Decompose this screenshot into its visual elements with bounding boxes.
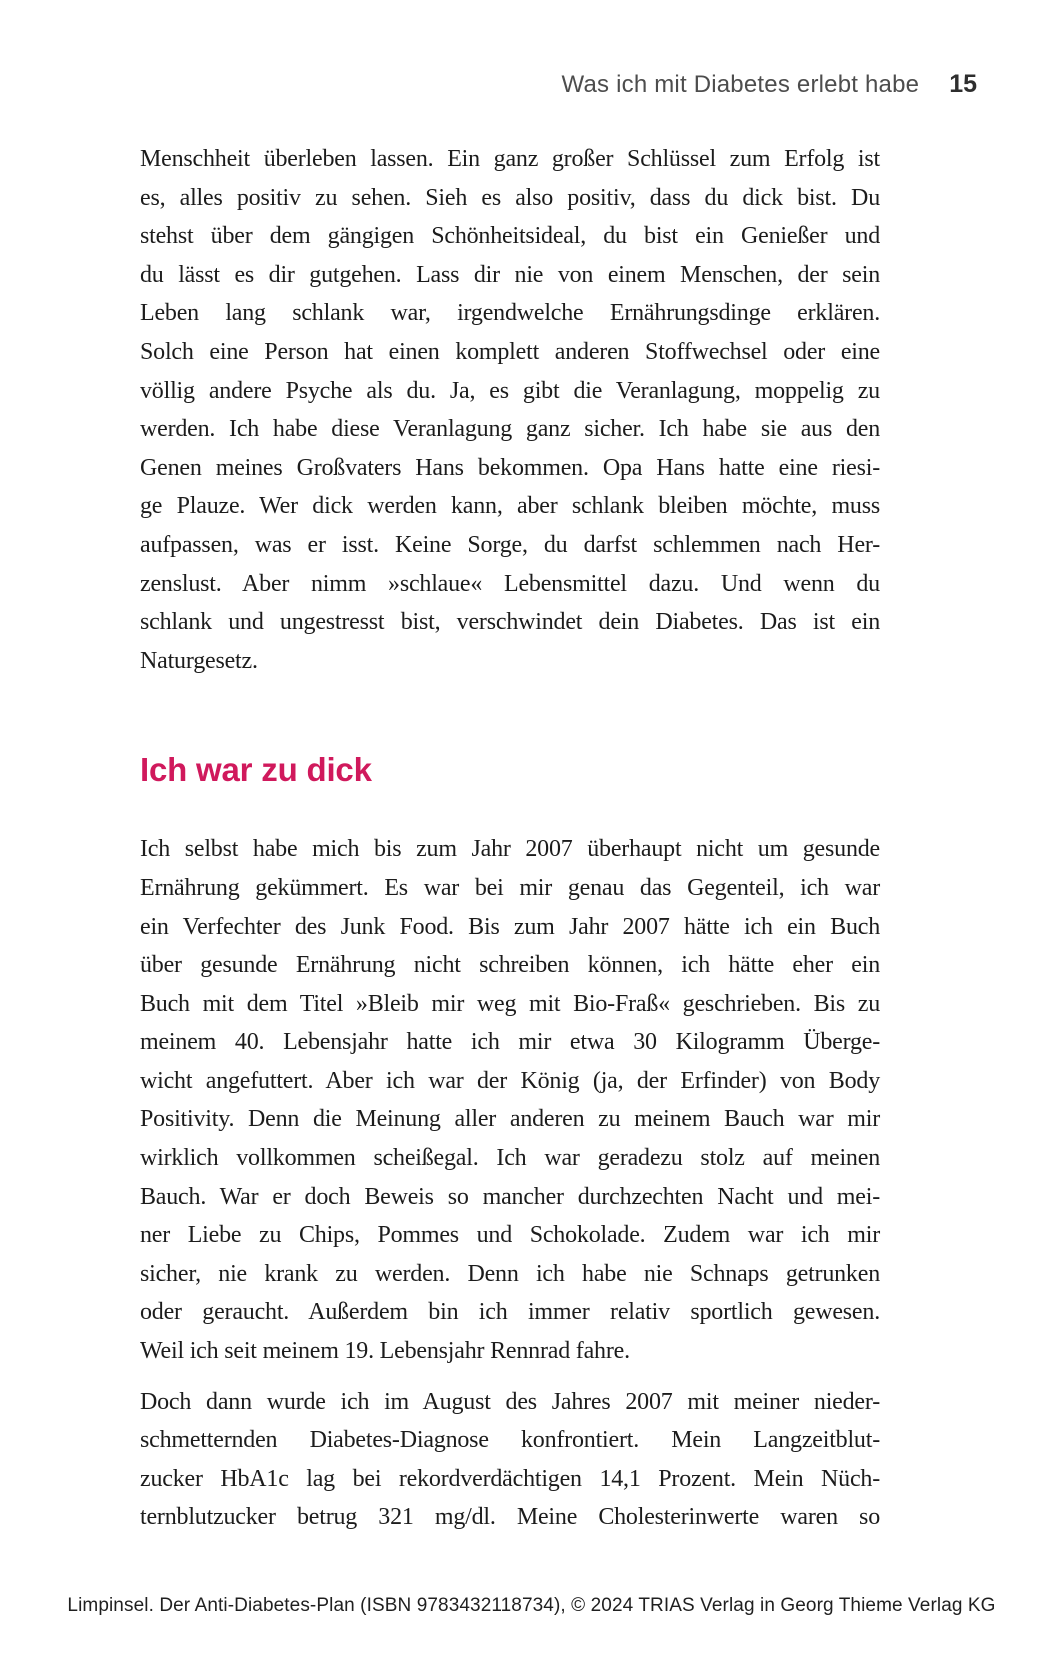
text-line: wicht angefuttert. Aber ich war der König (ja, der Erfinder) von Body: [140, 1067, 880, 1094]
text-line: Solch eine Person hat einen komplett anderen Stoffwechsel oder eine: [140, 338, 880, 365]
section-heading: Ich war zu dick: [140, 751, 372, 789]
text-line: aufpassen, was er isst. Keine Sorge, du darfst schlemmen nach Her-: [140, 531, 880, 558]
text-line: zenslust. Aber nimm »schlaue« Lebensmittel dazu. Und wenn du: [140, 570, 880, 597]
paragraph-ich-war-zu-dick-2: [140, 1383, 880, 1537]
text-line: stehst über dem gängigen Schönheitsideal, du bist ein Genießer und: [140, 223, 880, 250]
page-footer: [0, 1594, 1063, 1618]
text-line: Doch dann wurde ich im August des Jahres 2007 mit meiner nieder-: [140, 1388, 880, 1415]
text-line: es, alles positiv zu sehen. Sieh es also positiv, dass du dick bist. Du: [140, 184, 880, 211]
text-line: ein Verfechter des Junk Food. Bis zum Jahr 2007 hätte ich ein Buch: [140, 913, 880, 940]
text-line: wirklich vollkommen scheißegal. Ich war geradezu stolz auf meinen: [140, 1145, 880, 1172]
text-line: Ich selbst habe mich bis zum Jahr 2007 überhaupt nicht um gesunde: [140, 836, 880, 863]
text-line: sicher, nie krank zu werden. Denn ich habe nie Schnaps getrunken: [140, 1260, 880, 1287]
page-header: [562, 70, 977, 99]
text-line: oder geraucht. Außerdem bin ich immer relativ sportlich gewesen.: [140, 1299, 880, 1326]
text-line: du lässt es dir gutgehen. Lass dir nie von einem Menschen, der sein: [140, 261, 880, 288]
text-line: Ernährung gekümmert. Es war bei mir genau das Gegenteil, ich war: [140, 874, 880, 901]
text-line: schmetternden Diabetes-Diagnose konfrontiert. Mein Langzeitblut-: [140, 1427, 880, 1454]
text-line: Weil ich seit meinem 19. Lebensjahr Rennrad fahre.: [140, 1338, 630, 1365]
text-block: [140, 140, 880, 1537]
text-line: völlig andere Psyche als du. Ja, es gibt die Veranlagung, moppelig zu: [140, 377, 880, 404]
text-line: über gesunde Ernährung nicht schreiben können, ich hätte eher ein: [140, 952, 880, 979]
text-line: ge Plauze. Wer dick werden kann, aber schlank bleiben möchte, muss: [140, 493, 880, 520]
text-line: meinem 40. Lebensjahr hatte ich mir etwa 30 Kilogramm Überge-: [140, 1029, 880, 1056]
text-line: Leben lang schlank war, irgendwelche Ernährungsdinge erklären.: [140, 300, 880, 327]
text-line: werden. Ich habe diese Veranlagung ganz sicher. Ich habe sie aus den: [140, 416, 880, 443]
paragraph-ich-war-zu-dick-1: [140, 830, 880, 1370]
text-line: Menschheit überleben lassen. Ein ganz großer Schlüssel zum Erfolg ist: [140, 146, 880, 172]
running-title: Was ich mit Diabetes erlebt habe: [561, 71, 920, 98]
paragraph-intro-continuation: [140, 140, 880, 680]
text-line: Positivity. Denn die Meinung aller anderen zu meinem Bauch war mir: [140, 1106, 880, 1133]
text-line: Naturgesetz.: [140, 647, 258, 674]
text-line: ner Liebe zu Chips, Pommes und Schokolade. Zudem war ich mir: [140, 1222, 880, 1249]
text-line: Buch mit dem Titel »Bleib mir weg mit Bio-Fraß« geschrieben. Bis zu: [140, 990, 880, 1017]
text-line: schlank und ungestresst bist, verschwindet dein Diabetes. Das ist ein: [140, 609, 880, 636]
page-number: 15: [949, 70, 977, 98]
text-line: ternblutzucker betrug 321 mg/dl. Meine Cholesterinwerte waren so: [140, 1504, 880, 1531]
text-line: Genen meines Großvaters Hans bekommen. Opa Hans hatte eine riesi-: [140, 454, 880, 481]
text-line: zucker HbA1c lag bei rekordverdächtigen 14,1 Prozent. Mein Nüch-: [140, 1465, 880, 1492]
imprint-line: Limpinsel. Der Anti-Diabetes-Plan (ISBN 9783432118734), © 2024 TRIAS Verlag in Georg Thieme Verlag KG: [67, 1595, 996, 1616]
text-line: Bauch. War er doch Beweis so mancher durchzechten Nacht und mei-: [140, 1183, 880, 1210]
